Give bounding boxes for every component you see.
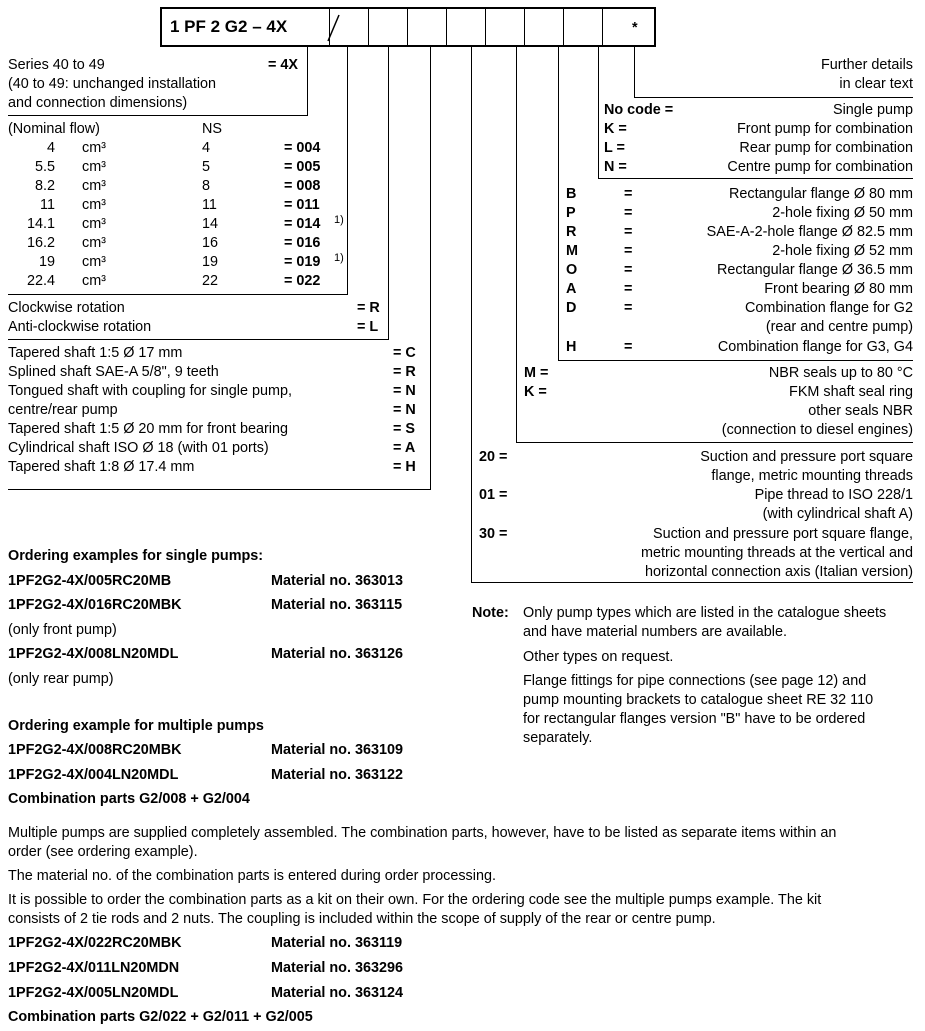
shaft-label: Cylindrical shaft ISO Ø 18 (with 01 ports) <box>8 440 269 456</box>
shaft-code: = R <box>393 364 416 380</box>
flange-label: Rectangular flange Ø 80 mm <box>729 186 913 202</box>
port-label: metric mounting threads at the vertical and <box>641 545 913 561</box>
port-code: 20 = <box>479 449 508 465</box>
flow-header-ns: NS <box>202 121 222 137</box>
shaft-label: Splined shaft SAE-A 5/8", 9 teeth <box>8 364 219 380</box>
pumptype-label: Single pump <box>833 102 913 118</box>
footnote-marker: 1) <box>334 214 344 226</box>
pumptype-code: K = <box>604 121 627 137</box>
note-text: pump mounting brackets to catalogue sheet RE 32 110 <box>523 692 874 708</box>
flange-label: SAE-A-2-hole flange Ø 82.5 mm <box>706 224 913 240</box>
combination-parts: Combination parts G2/008 + G2/004 <box>8 791 250 807</box>
further-rule <box>634 97 913 98</box>
flange-label: Front bearing Ø 80 mm <box>764 281 913 297</box>
port-label: Suction and pressure port square <box>700 449 913 465</box>
shaft-label: Tapered shaft 1:8 Ø 17.4 mm <box>8 459 195 475</box>
ordering-code: 1PF2G2-4X/005RC20MB <box>8 573 172 589</box>
flow-unit: cm³ <box>82 178 106 194</box>
flow-code: = 019 <box>284 254 321 270</box>
shaft-code: = N <box>393 383 416 399</box>
flow-code: = 004 <box>284 140 321 156</box>
flow-unit: cm³ <box>82 216 106 232</box>
flow-ns: 11 <box>202 197 217 213</box>
slash-mark <box>325 13 343 43</box>
flange-eq: = <box>624 262 633 278</box>
flow-value: 16.2 <box>26 235 55 251</box>
flange-code: O <box>566 262 578 278</box>
flange-code: H <box>566 339 577 355</box>
series-rule <box>8 115 308 116</box>
seals-rule <box>516 442 913 443</box>
port-label: Pipe thread to ISO 228/1 <box>754 487 913 503</box>
flow-code: = 011 <box>284 197 320 213</box>
note-text: Only pump types which are listed in the catalogue sheets <box>523 605 887 621</box>
flow-value: 5.5 <box>34 159 55 175</box>
shaft-label: Tongued shaft with coupling for single pump, <box>8 383 292 399</box>
code-cell-5 <box>485 9 486 45</box>
port-label: horizontal connection axis (Italian version) <box>645 564 913 580</box>
note-text: separately. <box>523 730 593 746</box>
seal-code: K = <box>524 384 547 400</box>
ordering-multi-heading: Ordering example for multiple pumps <box>8 718 264 734</box>
note-text: Other types on request. <box>523 649 674 665</box>
code-cell-7 <box>563 9 564 45</box>
star-mark: * <box>632 20 638 36</box>
flange-eq: = <box>624 224 633 240</box>
shaft-code: = C <box>393 345 416 361</box>
flow-ns: 5 <box>202 159 211 175</box>
flange-code: B <box>566 186 577 202</box>
pumptype-label: Centre pump for combination <box>727 159 913 175</box>
material-number: Material no. 363115 <box>271 597 403 613</box>
port-code: 30 = <box>479 526 508 542</box>
material-number: Material no. 363109 <box>271 742 403 758</box>
flange-code: D <box>566 300 577 316</box>
flow-value: 14.1 <box>26 216 55 232</box>
flow-unit: cm³ <box>82 159 106 175</box>
flange-eq: = <box>624 300 633 316</box>
flange-code: A <box>566 281 577 297</box>
flange-eq: = <box>624 339 633 355</box>
rotation-connector <box>388 47 389 340</box>
ordering-code-box <box>160 7 656 47</box>
seals-connector <box>516 47 517 443</box>
material-number: Material no. 363124 <box>271 985 403 1001</box>
code-cell-3 <box>407 9 408 45</box>
further-connector <box>634 47 635 98</box>
body-paragraph-line: consists of 2 tie rods and 2 nuts. The coupling is included within the scope of supply of the rear or centre pump. <box>8 911 716 927</box>
pumptype-label: Front pump for combination <box>737 121 913 137</box>
flow-unit: cm³ <box>82 235 106 251</box>
note-text: and have material numbers are available. <box>523 624 787 640</box>
rotation-code: = L <box>357 319 379 335</box>
code-cell-4 <box>446 9 447 45</box>
code-cell-8 <box>602 9 603 45</box>
flange-code: R <box>566 224 577 240</box>
rotation-label: Anti-clockwise rotation <box>8 319 152 335</box>
flow-unit: cm³ <box>82 254 106 270</box>
flow-ns: 22 <box>202 273 219 289</box>
port-label: Suction and pressure port square flange, <box>653 526 913 542</box>
material-number: Material no. 363296 <box>271 960 403 976</box>
rotation-rule <box>8 339 389 340</box>
flow-ns: 8 <box>202 178 211 194</box>
flange-code: P <box>566 205 576 221</box>
series-code: = 4X <box>268 57 299 73</box>
flange-label: 2-hole fixing Ø 52 mm <box>772 243 913 259</box>
body-paragraph-line: order (see ordering example). <box>8 844 198 860</box>
flow-ns: 19 <box>202 254 219 270</box>
code-cell-2 <box>368 9 369 45</box>
ordering-code: 1PF2G2-4X/005LN20MDL <box>8 985 179 1001</box>
shaft-code: = N <box>393 402 416 418</box>
series-line-1: Series 40 to 49 <box>8 57 105 73</box>
port-label: (with cylindrical shaft A) <box>762 506 913 522</box>
pumptype-code: N = <box>604 159 627 175</box>
flange-eq: = <box>624 281 633 297</box>
flow-value: 4 <box>46 140 55 156</box>
shaft-rule <box>8 489 431 490</box>
ports-rule <box>471 582 913 583</box>
material-number: Material no. 363126 <box>271 646 403 662</box>
flow-value: 11 <box>40 197 55 213</box>
footnote-marker: 1) <box>334 252 344 264</box>
body-paragraph-line: Multiple pumps are supplied completely assembled. The combination parts, however, have to be listed as separate items within an <box>8 825 837 841</box>
shaft-label: centre/rear pump <box>8 402 118 418</box>
shaft-code: = H <box>393 459 416 475</box>
flange-label: Rectangular flange Ø 36.5 mm <box>717 262 913 278</box>
body-paragraph-line: The material no. of the combination parts is entered during order processing. <box>8 868 496 884</box>
flow-value: 19 <box>38 254 55 270</box>
seal-label: FKM shaft seal ring <box>789 384 913 400</box>
ordering-code: 1PF2G2-4X/008RC20MBK <box>8 742 182 758</box>
ordering-code: 1PF2G2-4X/004LN20MDL <box>8 767 179 783</box>
flow-unit: cm³ <box>82 273 106 289</box>
ordering-single-heading: Ordering examples for single pumps: <box>8 548 264 564</box>
flow-ns: 4 <box>202 140 211 156</box>
seal-label: NBR seals up to 80 °C <box>768 365 913 381</box>
ordering-note: (only front pump) <box>8 622 117 638</box>
flow-code: = 005 <box>284 159 321 175</box>
material-number: Material no. 363119 <box>271 935 403 951</box>
code-prefix: 1 PF 2 G2 – 4X <box>170 17 288 36</box>
pumptype-code: No code = <box>604 102 674 118</box>
seal-label: other seals NBR <box>808 403 913 419</box>
flow-value: 8.2 <box>34 178 55 194</box>
further-details-line-1: Further details <box>821 57 913 73</box>
flange-eq: = <box>624 186 633 202</box>
shaft-code: = A <box>393 440 416 456</box>
port-label: flange, metric mounting threads <box>711 468 913 484</box>
flow-code: = 014 <box>284 216 321 232</box>
shaft-code: = S <box>393 421 416 437</box>
body-paragraph-line: It is possible to order the combination parts as a kit on their own. For the ordering code see the multiple pumps example. The kit <box>8 892 822 908</box>
ordering-code: 1PF2G2-4X/011LN20MDN <box>8 960 180 976</box>
ordering-code: 1PF2G2-4X/016RC20MBK <box>8 597 182 613</box>
rotation-label: Clockwise rotation <box>8 300 125 316</box>
material-number: Material no. 363013 <box>271 573 403 589</box>
flange-connector <box>558 47 559 361</box>
flow-code: = 008 <box>284 178 321 194</box>
flow-ns: 14 <box>202 216 219 232</box>
flow-rule <box>8 294 348 295</box>
flow-header-label: (Nominal flow) <box>8 121 100 137</box>
ports-connector <box>471 47 472 583</box>
note-text: Flange fittings for pipe connections (see page 12) and <box>523 673 867 689</box>
shaft-label: Tapered shaft 1:5 Ø 17 mm <box>8 345 183 361</box>
flow-code: = 022 <box>284 273 321 289</box>
seal-label: (connection to diesel engines) <box>721 422 913 438</box>
flow-connector <box>347 47 348 295</box>
series-connector <box>307 47 308 116</box>
further-details-line-2: in clear text <box>839 76 913 92</box>
flange-label: Combination flange for G2 <box>745 300 913 316</box>
ordering-code: 1PF2G2-4X/008LN20MDL <box>8 646 179 662</box>
ordering-note: (only rear pump) <box>8 671 114 687</box>
flange-eq: = <box>624 243 633 259</box>
pumptype-code: L = <box>604 140 625 156</box>
flange-eq: = <box>624 205 633 221</box>
ordering-code: 1PF2G2-4X/022RC20MBK <box>8 935 182 951</box>
series-line-2: (40 to 49: unchanged installation <box>8 76 217 92</box>
seal-code: M = <box>524 365 549 381</box>
combination-parts: Combination parts G2/022 + G2/011 + G2/005 <box>8 1009 313 1025</box>
pumptype-rule <box>598 178 913 179</box>
flow-code: = 016 <box>284 235 321 251</box>
pumptype-connector <box>598 47 599 179</box>
flange-code: M <box>566 243 578 259</box>
flow-unit: cm³ <box>82 140 106 156</box>
material-number: Material no. 363122 <box>271 767 403 783</box>
note-text: for rectangular flanges version "B" have to be ordered <box>523 711 866 727</box>
pumptype-label: Rear pump for combination <box>739 140 913 156</box>
shaft-connector <box>430 47 431 490</box>
shaft-label: Tapered shaft 1:5 Ø 20 mm for front bearing <box>8 421 288 437</box>
flow-ns: 16 <box>202 235 219 251</box>
flow-value: 22.4 <box>26 273 55 289</box>
flange-label: 2-hole fixing Ø 50 mm <box>772 205 913 221</box>
series-line-3: and connection dimensions) <box>8 95 188 111</box>
flow-unit: cm³ <box>82 197 106 213</box>
code-cell-1 <box>329 9 330 45</box>
port-code: 01 = <box>479 487 508 503</box>
code-cell-6 <box>524 9 525 45</box>
note-label: Note: <box>472 605 509 621</box>
rotation-code: = R <box>357 300 380 316</box>
flange-label: (rear and centre pump) <box>765 319 913 335</box>
flange-label: Combination flange for G3, G4 <box>717 339 913 355</box>
flange-rule <box>558 360 913 361</box>
